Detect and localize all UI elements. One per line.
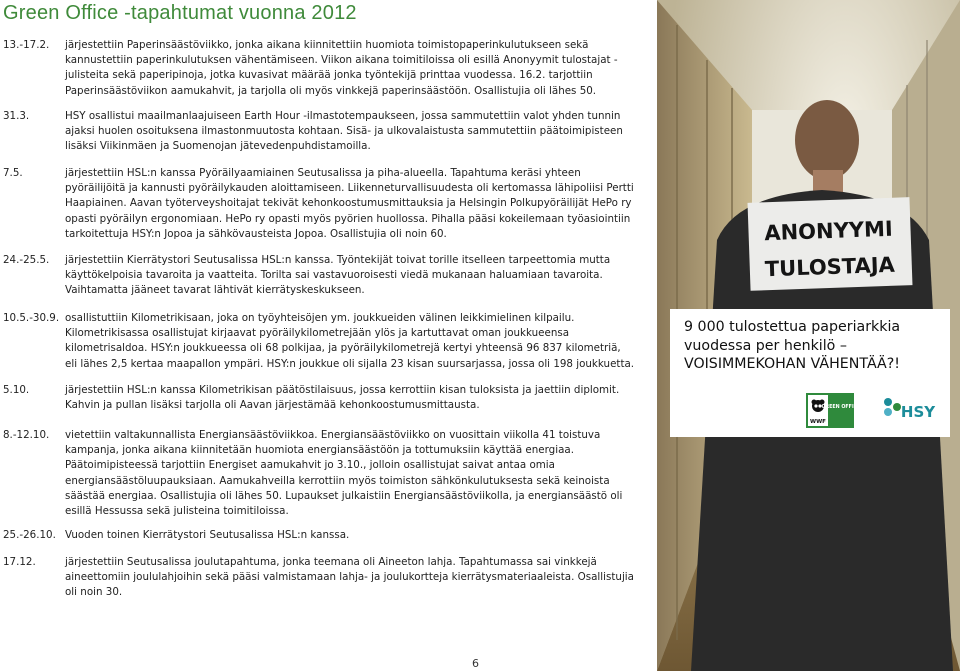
event-description: järjestettiin Kierrätystori Seutusalissa HSL:n kanssa. Työntekijät toivat torille itselleen tarpeettomia mutta käyttökelpoisia tavaroita ja vaatteita. Torilta sai vastavuoroisesti viedä mukanaan haluamiaan tavaroita. Vaihtamatta jääneet tavarat lähtivät kierrätyskeskukseen. [65,254,611,297]
event-date: 7.5. [3,167,23,179]
event-description: Vuoden toinen Kierrätystori Seutusalissa HSL:n kanssa. [65,529,350,541]
event-date: 17.12. [3,556,36,568]
hsy-text: HSY [900,403,936,421]
event-date: 10.5.-30.9. [3,312,60,324]
wwf-text: WWF [810,419,826,425]
event-description: järjestettiin HSL:n kanssa Kilometrikisan päätöstilaisuus, jossa kerrottiin kisan tuloksista ja jaettiin diplomit. Kahvin ja pullan lisäksi tarjolla oli Aavan järjestämää kehonkoostumusmittausta. [65,384,620,412]
wwf-green-office-logo [806,393,861,428]
event-date: 8.-12.10. [3,429,50,441]
shirt-text-line2: TULOSTAJA [764,252,896,282]
page-number: 6 [472,657,479,670]
event-date: 24.-25.5. [3,254,50,266]
page-title: Green Office -tapahtumat vuonna 2012 [3,2,357,24]
hsy-logo [880,395,936,425]
event-description: järjestettiin HSL:n kanssa Pyöräilyaamiainen Seutusalissa ja piha-alueella. Tapahtuma keräsi yhteen pyöräilijöitä ja kannusti pyöräilykauden aloittamiseen. Liikenneturvallisuudesta oli kertomassa lähipoliisi Pertti Haapiainen. Aavan työterveyshoitajat tekivät kehonkoostumusmittauksia ja Helsingin Polkupyöräilijät HePo ry opasti pyöräilyn ergonomiaan. HePo ry opasti myös pyörien huollossa. Pihalla pääsi kokeilemaan työasiointiin tarkoitettuja HSY:n Jopoa ja sähkövausteista Jopoa. Osallistujia oli noin 60. [65,167,634,240]
event-description: vietettiin valtakunnallista Energiansäästöviikkoa. Energiansäästöviikko on vuosittain viikolla 41 toistuva kampanja, jonka aikana kiinnitetään huomiota energiansäästöön ja tottumuksiin käyttää energiaa. Päätoimipisteessä tarjottiin Energiset aamukahvit jo 3.10., jolloin osallistujat saivat antaa omia energiansäästöluupauksiaan. Aamukahveilla kerrottiin myös toimiston sähkönkulutuksesta sekä keinoista säästää energiaa. Osallistujia oli lähes 50. Lupaukset julkaistiin Energiansäästöviikolla, ja energiansäästö oli esillä Hessussa sekä julisteina toimitiloissa. [65,429,623,518]
event-date: 25.-26.10. [3,529,56,541]
event-description: osallistuttiin Kilometrikisaan, joka on työyhteisöjen ym. joukkueiden välinen leikkimielinen kilpailu. Kilometrikisassa osallistujat kirjaavat pyöräilykilometrejään ylös ja kartuttavat oman joukkueensa kilometrisaldoa. HSY:n joukkueessa oli 68 polkijaa, ja pyöräilykilometrejä kertyi yhteensä 96 837 kilometriä, eli lähes 2,5 kertaa maapallon ympäri. HSY:n joukkue oli sijalla 23 kisan suursarjassa, jossa oli 198 joukkuetta. [65,312,635,370]
event-description: järjestettiin Paperinsäästöviikko, jonka aikana kiinnitettiin huomiota toimistopaperinkulutukseen sekä kannustettiin paperinkulutuksen vähentämiseen. Viikon aikana toimitiloissa oli esillä Anonyymit tulostajat -julisteita sekä paperipinoja, jotka kuvasivat määrää jonka työntekijä printtaa vuodessa. 16.2. tarjottiin Paperinsäästöviikon aamukahvit, ja tarjolla oli myös vinkkejä paperinsäästöön. Osallistujia oli lähes 50. [65,39,618,97]
event-date: 13.-17.2. [3,39,50,51]
callout-line3: VOISIMMEKOHAN VÄHENTÄÄ?! [684,356,900,372]
green-office-text: GREEN OFFICE [821,405,861,410]
event-date: 5.10. [3,384,30,396]
event-description: HSY osallistui maailmanlaajuiseen Earth Hour -ilmastotempaukseen, jossa sammutettiin valot yhden tunnin ajaksi huolen osoituksena ilmastonmuutosta kohtaan. Sisä- ja ulkovalaistusta sammutettiin päätoimipisteen lisäksi Viikinmäen ja Suomenojan jätevedenpuhdistamoilla. [65,110,623,153]
callout-line1: 9 000 tulostettua paperiarkkia [684,319,901,335]
callout-line2: vuodessa per henkilö – [684,337,847,354]
event-description: järjestettiin Seutusalissa joulutapahtuma, jonka teemana oli Aineeton lahja. Tapahtumassa sai vinkkejä aineettomiin joululahjoihin sekä pääsi valmistamaan lahja- ja joulukortteja kierrätysmateriaaleista. Osallistujia oli noin 30. [65,556,634,599]
shirt-text-line1: ANONYYMI [763,216,894,246]
event-date: 31.3. [3,110,30,122]
